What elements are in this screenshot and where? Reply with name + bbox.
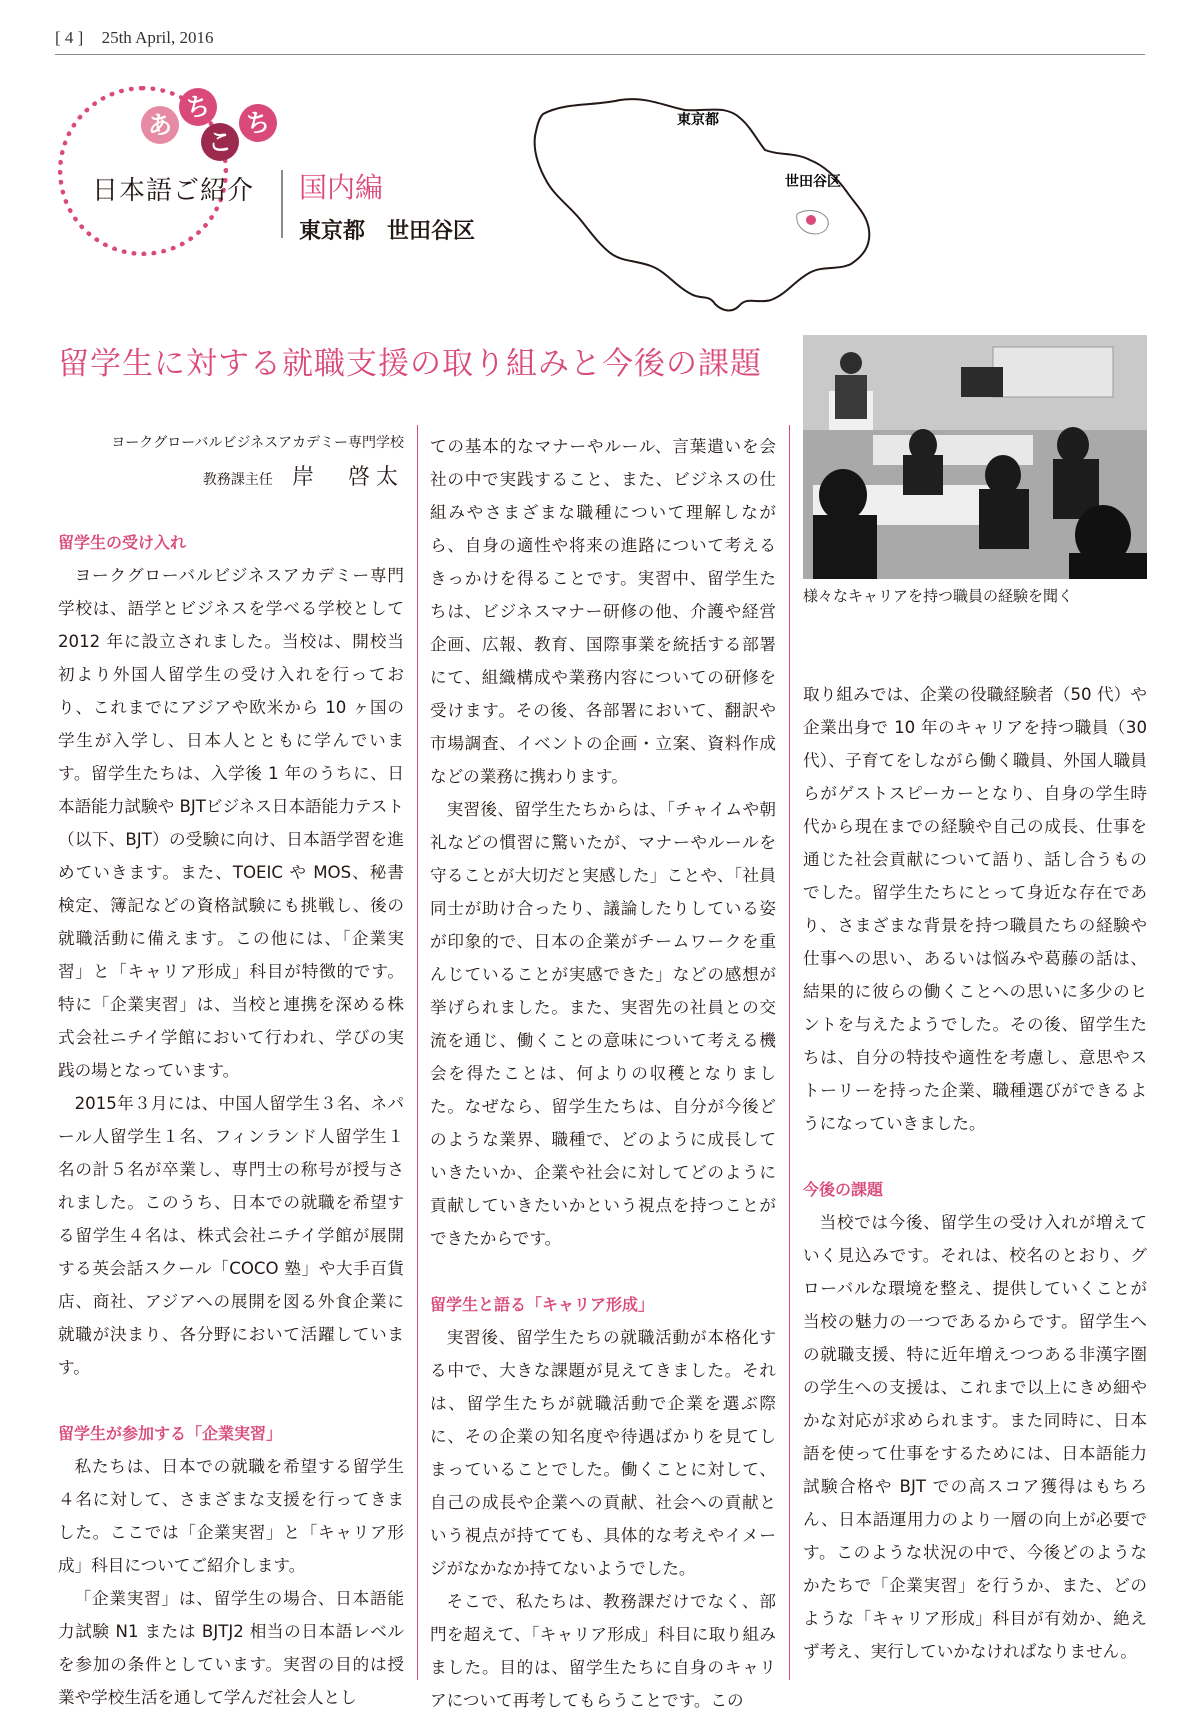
tokyo-map (525, 96, 895, 316)
paragraph: 実習後、留学生たちからは、「チャイムや朝礼などの慣習に驚いたが、マナーやルールを守ることが大切だと実感した」ことや、「社員同士が助け合ったり、議論したりしている姿が印象的で、日本の企業がチームワークを重んじていることが実感できた」などの感想が挙げられました。また、実習先の社員との交流を通じ、働くことの意味について考える機会を得たことは、何よりの収穫となりました。なぜなら、留学生たちは、自分が今後どのような業界、職種で、どのように成長していきたいか、企業や社会に対してどのように貢献していきたいかという視点を持つことができたからです。 (430, 800, 776, 1248)
column-rule-2 (789, 425, 790, 1680)
section-heading-future: 今後の課題 (803, 1180, 884, 1199)
article-headline: 留学生に対する就職支援の取り組みと今後の課題 (58, 346, 762, 382)
article-column-1 (58, 526, 404, 1714)
paragraph: ヨークグローバルビジネスアカデミー専門学校は、語学とビジネスを学べる学校として 2012 年に設立されました。当校は、開校当初より外国人留学生の受け入れを行っており、これまでにアジアや欧米から 10 ヶ国の学生が入学し、日本人とともに学んでいます。留学生たちは、入学後 1 年のうちに、日本語能力試験や BJTビジネス日本語能力テスト（以下、BJT）の受験に向け、日本語学習を進めていきます。また、TOEIC や MOS、秘書検定、簿記などの資格試験にも挑戦し、後の就職活動に備えます。この他には、「企業実習」と「キャリア形成」科目が特徴的です。特に「企業実習」は、当校と連携を深める株式会社ニチイ学館において行われ、学びの実践の場となっています。 (58, 566, 404, 1080)
series-edition: 国内編 (299, 171, 384, 204)
author-line (58, 460, 404, 491)
author-name: 岸 啓太 (291, 465, 404, 490)
article-column-3 (803, 678, 1147, 1668)
section-heading-career: 留学生と語る「キャリア形成」 (430, 1295, 655, 1314)
tokyo-outline (535, 99, 870, 310)
paragraph: 実習後、留学生たちの就職活動が本格化する中で、大きな課題が見えてきました。それは、留学生たちが就職活動で企業を選ぶ際に、その企業の知名度や待遇ばかりを見てしまっていることでした。働くことに対して、自己の成長や企業への貢献、社会への貢献という視点が持てても、具体的な考えやイメージがなかなか持てないようでした。 (430, 1328, 776, 1578)
paragraph: 当校では今後、留学生の受け入れが増えていく見込みです。それは、校名のとおり、グローバルな環境を整え、提供していくことが当校の魅力の一つであるからです。留学生への就職支援、特に近年増えつつある非漢字圏の学生への支援は、これまで以上にきめ細やかな対応が求められます。また同時に、日本語を使って仕事をするためには、日本語能力試験合格や BJT での高スコア獲得はもちろん、日本語運用力のより一層の向上が必要です。このような状況の中で、今後どのようなかたちで「企業実習」を行うか、また、どのような「キャリア形成」科目が有効か、絶えず考え、実行していかなければなりません。 (803, 1213, 1147, 1661)
column-rule-1 (417, 425, 418, 1680)
section-heading-acceptance: 留学生の受け入れ (58, 533, 187, 552)
series-location: 東京都 世田谷区 (299, 219, 476, 244)
series-bubble-ko: こ (201, 123, 239, 161)
paragraph: 取り組みでは、企業の役職経験者（50 代）や企業出身で 10 年のキャリアを持つ職員（30 代）、子育てをしながら働く職員、外国人職員らがゲストスピーカーとなり、自身の学生時代から現在までの経験や自己の成長、仕事を通じた社会貢献について語り、話し合うものでした。留学生たちにとって身近な存在であり、さまざまな背景を持つ職員たちの経験や仕事への思い、あるいは悩みや葛藤の話は、結果的に彼らの働くことへの思いに多少のヒントを与えたようでした。その後、留学生たちは、自分の特技や適性を考慮し、意思やストーリーを持った企業、職種選びができるようになっていきました。 (803, 685, 1147, 1133)
paragraph: 私たちは、日本での就職を希望する留学生４名に対して、さまざまな支援を行ってきました。ここでは「企業実習」と「キャリア形成」科目についてご紹介します。 (58, 1457, 404, 1575)
photo-caption: 様々なキャリアを持つ職員の経験を聞く (803, 587, 1074, 605)
paragraph: ての基本的なマナーやルール、言葉遣いを会社の中で実践すること、また、ビジネスの仕組みやさまざまな職種について理解しながら、自身の適性や将来の進路について考えるきっかけを得ることです。実習中、留学生たちは、ビジネスマナー研修の他、介護や経営企画、広報、教育、国際事業を統括する部署にて、組織構成や業務内容についての研修を受けます。その後、各部署において、翻訳や市場調査、イベントの企画・立案、資料作成などの業務に携わります。 (430, 437, 776, 786)
paragraph: 「企業実習」は、留学生の場合、日本語能力試験 N1 または BJTJ2 相当の日本語レベルを参加の条件としています。実習の目的は授業や学校生活を通して学んだ社会人とし (58, 1589, 404, 1707)
series-bubble-a: あ (141, 106, 179, 144)
header-rule (55, 54, 1145, 55)
series-divider (281, 170, 283, 238)
classroom-photo (803, 335, 1147, 579)
author-school: ヨークグローバルビジネスアカデミー専門学校 (111, 435, 404, 451)
section-heading-internship: 留学生が参加する「企業実習」 (58, 1424, 283, 1443)
series-title: 日本語ご紹介 (92, 176, 255, 206)
author-role: 教務課主任 (202, 472, 273, 488)
article-column-2 (430, 430, 776, 1717)
paragraph: 2015年３月には、中国人留学生３名、ネパール人留学生１名、フィンランド人留学生１名の計５名が卒業し、専門士の称号が授与されました。このうち、日本での就職を希望する留学生４名は、株式会社ニチイ学館が展開する英会話スクール「COCO 塾」や大手百貨店、商社、アジアへの展開を図る外食企業に就職が決まり、各分野において活躍しています。 (58, 1094, 404, 1377)
series-bubble-chi-2: ち (239, 104, 277, 142)
map-label-setagaya: 世田谷区 (785, 174, 841, 190)
classroom-illustration (803, 335, 1147, 579)
issue-date: 25th April, 2016 (101, 28, 214, 47)
page-header (55, 28, 214, 48)
map-label-tokyo: 東京都 (677, 112, 719, 128)
setagaya-marker (806, 215, 816, 225)
paragraph: そこで、私たちは、教務課だけでなく、部門を超えて、「キャリア形成」科目に取り組みました。目的は、留学生たちに自身のキャリアについて再考してもらうことです。この (430, 1592, 776, 1710)
series-bubble-chi: ち (179, 88, 217, 126)
page-number: [ 4 ] (55, 28, 84, 47)
